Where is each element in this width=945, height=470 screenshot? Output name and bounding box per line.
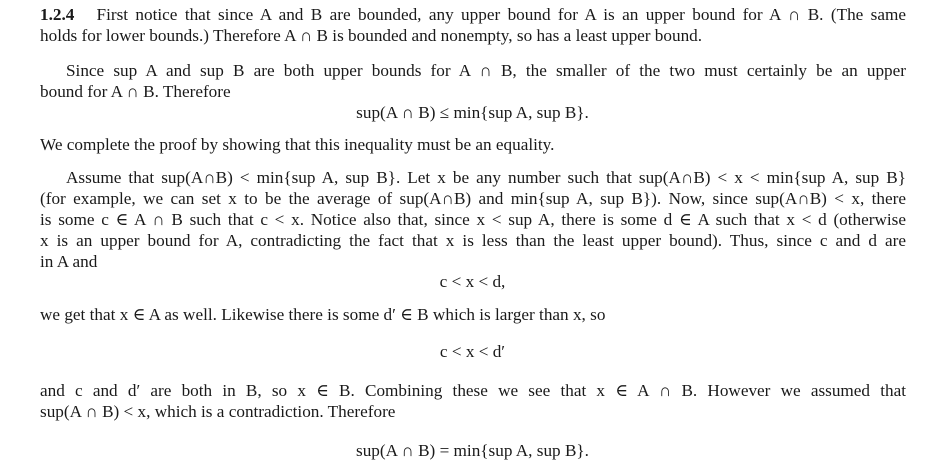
equation-c-x-d: c < x < d,	[439, 272, 506, 291]
equation-inequality: sup(A ∩ B) ≤ min{sup A, sup B}.	[356, 103, 589, 122]
paragraph4-line-2: (for example, we can set x to be the average of sup(A∩B) and min{sup A, sup B}). Now, since sup(A∩B) < x, there	[40, 189, 906, 208]
section-number: 1.2.4	[40, 5, 75, 24]
solution-line-2: holds for lower bounds.) Therefore A ∩ B is bounded and nonempty, so has a least upper bound.	[40, 26, 703, 45]
solution-line-1: 1.2.4 First notice that since A and B are bounded, any upper bound for A is an upper bound for A ∩ B. (The same	[40, 5, 906, 24]
paragraph6-line-2: sup(A ∩ B) < x, which is a contradiction. Therefore	[40, 402, 396, 421]
paragraph2-line-2: bound for A ∩ B. Therefore	[40, 82, 231, 101]
paragraph5-text: we get that x ∈ A as well. Likewise there is some d′ ∈ B which is larger than x, so	[40, 305, 606, 324]
paragraph4-line-3: is some c ∈ A ∩ B such that c < x. Notice also that, since x < sup A, there is some d ∈ A such that x < d (otherwise	[40, 210, 906, 229]
paragraph4-line-1: Assume that sup(A∩B) < min{sup A, sup B}. Let x be any number such that sup(A∩B) < x < min{sup A, sup B}	[66, 168, 906, 187]
paragraph3-text: We complete the proof by showing that this inequality must be an equality.	[40, 135, 555, 154]
paragraph2-line-1: Since sup A and sup B are both upper bounds for A ∩ B, the smaller of the two must certainly be an upper	[66, 61, 906, 80]
equation-equality: sup(A ∩ B) = min{sup A, sup B}.	[356, 441, 589, 460]
paragraph4-line-4: x is an upper bound for A, contradicting the fact that x is less than the least upper bound). Thus, since c and d are	[40, 231, 906, 250]
paragraph4-line-5: in A and	[40, 252, 98, 271]
equation-c-x-dprime: c < x < d′	[439, 342, 506, 361]
paragraph6-line-1: and c and d′ are both in B, so x ∈ B. Combining these we see that x ∈ A ∩ B. However we assumed that	[40, 381, 906, 400]
